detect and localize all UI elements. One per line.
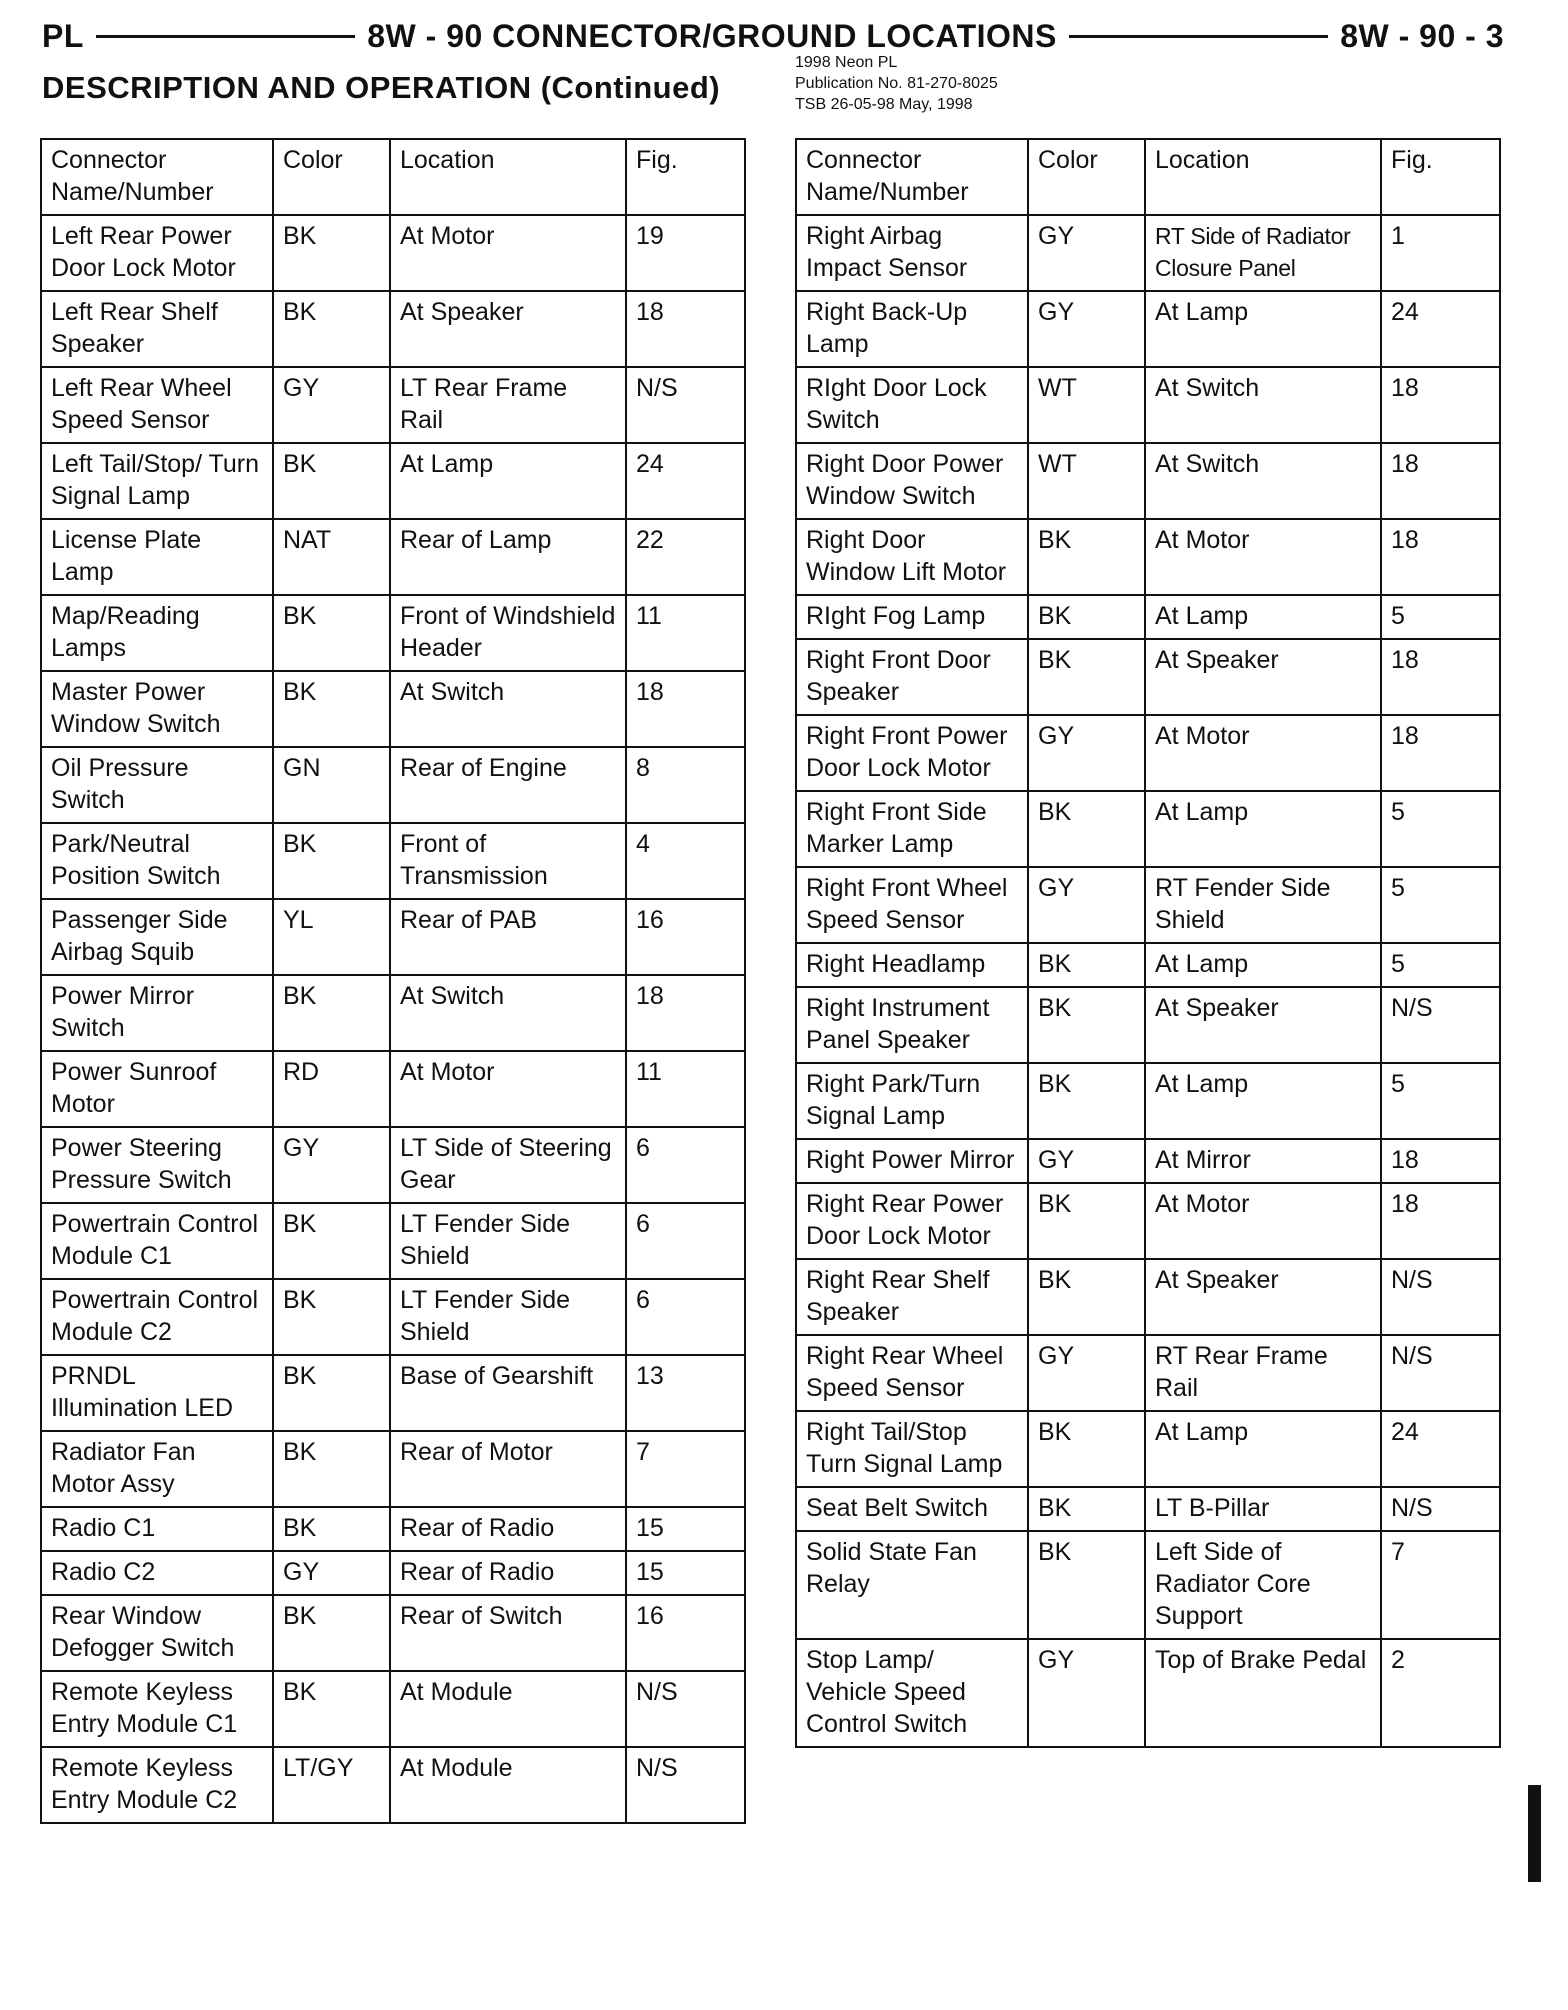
cell-fig: 11 <box>626 1051 745 1127</box>
cell-name: Right Rear Power Door Lock Motor <box>796 1183 1028 1259</box>
cell-color: GY <box>273 1551 390 1595</box>
cell-fig: 5 <box>1381 943 1500 987</box>
table-row <box>41 1279 745 1355</box>
cell-color: BK <box>273 1279 390 1355</box>
cell-location: At Switch <box>1145 367 1381 443</box>
table-row <box>796 1639 1500 1747</box>
cell-location: At Module <box>390 1671 626 1747</box>
cell-color: BK <box>1028 987 1145 1063</box>
cell-color: RD <box>273 1051 390 1127</box>
table-row <box>796 367 1500 443</box>
cell-location: RT Side of Radiator Closure Panel <box>1145 215 1381 291</box>
cell-name: Master Power Window Switch <box>41 671 273 747</box>
cell-fig: 6 <box>626 1127 745 1203</box>
column-header-name: Connector Name/Number <box>41 139 273 215</box>
table-header-row <box>796 139 1500 215</box>
cell-color: BK <box>273 595 390 671</box>
cell-color: GY <box>273 367 390 443</box>
cell-fig: 19 <box>626 215 745 291</box>
section-tab-marker <box>1528 1785 1541 1882</box>
cell-location: At Lamp <box>1145 1063 1381 1139</box>
cell-location: Rear of Radio <box>390 1507 626 1551</box>
cell-name: Right Park/Turn Signal Lamp <box>796 1063 1028 1139</box>
column-header-fig: Fig. <box>626 139 745 215</box>
cell-fig: N/S <box>1381 987 1500 1063</box>
table-row <box>41 595 745 671</box>
cell-color: GY <box>1028 1639 1145 1747</box>
connector-table-right <box>795 138 1501 1748</box>
column-header-fig: Fig. <box>1381 139 1500 215</box>
table-row <box>41 367 745 443</box>
cell-fig: 24 <box>626 443 745 519</box>
cell-fig: 6 <box>626 1203 745 1279</box>
table-row <box>796 1183 1500 1259</box>
table-row <box>41 1431 745 1507</box>
cell-color: BK <box>1028 639 1145 715</box>
table-row <box>796 215 1500 291</box>
cell-location: Top of Brake Pedal <box>1145 1639 1381 1747</box>
cell-color: YL <box>273 899 390 975</box>
cell-fig: 18 <box>1381 1139 1500 1183</box>
cell-fig: 18 <box>1381 519 1500 595</box>
table-row <box>41 899 745 975</box>
cell-color: BK <box>273 1595 390 1671</box>
cell-fig: 11 <box>626 595 745 671</box>
cell-location: Rear of Motor <box>390 1431 626 1507</box>
header-rule-left <box>96 35 355 38</box>
cell-color: BK <box>1028 1259 1145 1335</box>
cell-location: LT Fender Side Shield <box>390 1279 626 1355</box>
column-header-name: Connector Name/Number <box>796 139 1028 215</box>
table-row <box>796 1259 1500 1335</box>
cell-location: At Module <box>390 1747 626 1823</box>
cell-name: Right Tail/Stop Turn Signal Lamp <box>796 1411 1028 1487</box>
cell-location: At Speaker <box>1145 639 1381 715</box>
cell-name: RIght Door Lock Switch <box>796 367 1028 443</box>
publication-model: 1998 Neon PL <box>795 54 898 71</box>
cell-color: BK <box>273 443 390 519</box>
table-row <box>41 1203 745 1279</box>
cell-location: At Switch <box>390 671 626 747</box>
table-body-left <box>41 215 745 1823</box>
cell-fig: N/S <box>1381 1335 1500 1411</box>
cell-location: Rear of PAB <box>390 899 626 975</box>
cell-color: GY <box>1028 215 1145 291</box>
table-row <box>796 595 1500 639</box>
cell-color: BK <box>1028 595 1145 639</box>
cell-fig: 5 <box>1381 1063 1500 1139</box>
cell-color: BK <box>1028 1183 1145 1259</box>
cell-location: At Lamp <box>1145 291 1381 367</box>
table-row <box>41 1595 745 1671</box>
table-row <box>41 747 745 823</box>
cell-location: LT Fender Side Shield <box>390 1203 626 1279</box>
cell-color: GN <box>273 747 390 823</box>
cell-name: Radio C1 <box>41 1507 273 1551</box>
cell-fig: 15 <box>626 1551 745 1595</box>
cell-location: Base of Gearshift <box>390 1355 626 1431</box>
cell-location: At Lamp <box>1145 1411 1381 1487</box>
table-row <box>41 975 745 1051</box>
cell-name: Remote Keyless Entry Module C1 <box>41 1671 273 1747</box>
table-row <box>796 1063 1500 1139</box>
cell-fig: 18 <box>1381 443 1500 519</box>
publication-info <box>795 52 998 115</box>
cell-fig: 7 <box>1381 1531 1500 1639</box>
cell-location: RT Fender Side Shield <box>1145 867 1381 943</box>
header-rule-right <box>1069 35 1328 38</box>
cell-location: At Speaker <box>390 291 626 367</box>
cell-color: BK <box>273 1431 390 1507</box>
cell-fig: 16 <box>626 1595 745 1671</box>
cell-location: Rear of Engine <box>390 747 626 823</box>
connector-table-left <box>40 138 746 1824</box>
column-header-location: Location <box>1145 139 1381 215</box>
cell-color: BK <box>1028 943 1145 987</box>
cell-color: WT <box>1028 367 1145 443</box>
cell-color: BK <box>273 291 390 367</box>
cell-name: Park/Neutral Position Switch <box>41 823 273 899</box>
cell-color: BK <box>1028 1531 1145 1639</box>
table-row <box>41 1551 745 1595</box>
table-row <box>41 1507 745 1551</box>
cell-name: Stop Lamp/ Vehicle Speed Control Switch <box>796 1639 1028 1747</box>
cell-location: RT Rear Frame Rail <box>1145 1335 1381 1411</box>
cell-name: Rear Window Defogger Switch <box>41 1595 273 1671</box>
cell-color: BK <box>273 1355 390 1431</box>
column-header-location: Location <box>390 139 626 215</box>
cell-name: Right Front Door Speaker <box>796 639 1028 715</box>
cell-color: GY <box>1028 867 1145 943</box>
cell-name: Left Rear Wheel Speed Sensor <box>41 367 273 443</box>
page-header <box>42 14 1504 58</box>
cell-name: Left Rear Power Door Lock Motor <box>41 215 273 291</box>
cell-color: GY <box>273 1127 390 1203</box>
cell-location: Front of Windshield Header <box>390 595 626 671</box>
cell-name: Right Door Power Window Switch <box>796 443 1028 519</box>
table-header-row <box>41 139 745 215</box>
cell-location: At Lamp <box>1145 791 1381 867</box>
cell-name: Seat Belt Switch <box>796 1487 1028 1531</box>
cell-name: Right Rear Shelf Speaker <box>796 1259 1028 1335</box>
cell-name: Solid State Fan Relay <box>796 1531 1028 1639</box>
cell-color: BK <box>273 1671 390 1747</box>
table-row <box>796 443 1500 519</box>
cell-fig: 18 <box>1381 639 1500 715</box>
cell-location: LT Side of Steering Gear <box>390 1127 626 1203</box>
cell-fig: 2 <box>1381 1639 1500 1747</box>
cell-location: LT Rear Frame Rail <box>390 367 626 443</box>
table-row <box>796 987 1500 1063</box>
table-row <box>796 943 1500 987</box>
cell-location: At Motor <box>390 215 626 291</box>
cell-name: Oil Pressure Switch <box>41 747 273 823</box>
table-row <box>41 443 745 519</box>
column-header-color: Color <box>273 139 390 215</box>
cell-location: At Motor <box>1145 519 1381 595</box>
cell-color: BK <box>1028 519 1145 595</box>
cell-name: Powertrain Control Module C2 <box>41 1279 273 1355</box>
cell-name: Right Power Mirror <box>796 1139 1028 1183</box>
cell-color: BK <box>273 215 390 291</box>
cell-name: License Plate Lamp <box>41 519 273 595</box>
cell-color: GY <box>1028 291 1145 367</box>
cell-name: Passenger Side Airbag Squib <box>41 899 273 975</box>
cell-color: BK <box>273 823 390 899</box>
cell-name: Map/Reading Lamps <box>41 595 273 671</box>
cell-name: PRNDL Illumination LED <box>41 1355 273 1431</box>
cell-name: Left Rear Shelf Speaker <box>41 291 273 367</box>
cell-color: BK <box>273 1203 390 1279</box>
cell-fig: 18 <box>1381 1183 1500 1259</box>
cell-fig: 18 <box>1381 367 1500 443</box>
cell-color: GY <box>1028 1139 1145 1183</box>
cell-name: Right Front Wheel Speed Sensor <box>796 867 1028 943</box>
cell-location: At Speaker <box>1145 1259 1381 1335</box>
section-subtitle: DESCRIPTION AND OPERATION (Continued) <box>42 70 721 105</box>
table-row <box>796 1139 1500 1183</box>
cell-name: Power Mirror Switch <box>41 975 273 1051</box>
table-body-right <box>796 215 1500 1747</box>
cell-name: Right Front Power Door Lock Motor <box>796 715 1028 791</box>
table-row <box>796 519 1500 595</box>
table-row <box>41 1355 745 1431</box>
cell-location: At Motor <box>1145 1183 1381 1259</box>
cell-fig: 1 <box>1381 215 1500 291</box>
table-row <box>41 1671 745 1747</box>
cell-color: BK <box>1028 1063 1145 1139</box>
cell-fig: 18 <box>626 975 745 1051</box>
cell-fig: 15 <box>626 1507 745 1551</box>
cell-color: BK <box>1028 791 1145 867</box>
table-row <box>796 1531 1500 1639</box>
cell-location: Left Side of Radiator Core Support <box>1145 1531 1381 1639</box>
cell-fig: 18 <box>626 291 745 367</box>
cell-name: Right Front Side Marker Lamp <box>796 791 1028 867</box>
cell-name: Right Back-Up Lamp <box>796 291 1028 367</box>
cell-location: At Switch <box>1145 443 1381 519</box>
cell-fig: 24 <box>1381 291 1500 367</box>
cell-color: LT/GY <box>273 1747 390 1823</box>
table-row <box>41 671 745 747</box>
table-row <box>41 823 745 899</box>
cell-fig: N/S <box>626 1747 745 1823</box>
cell-location: At Lamp <box>1145 943 1381 987</box>
cell-fig: 18 <box>626 671 745 747</box>
cell-fig: 22 <box>626 519 745 595</box>
column-header-color: Color <box>1028 139 1145 215</box>
table-row <box>796 639 1500 715</box>
cell-color: BK <box>273 671 390 747</box>
cell-name: Remote Keyless Entry Module C2 <box>41 1747 273 1823</box>
publication-number: Publication No. 81-270-8025 <box>795 75 998 92</box>
cell-fig: N/S <box>1381 1487 1500 1531</box>
cell-color: BK <box>273 1507 390 1551</box>
cell-fig: 4 <box>626 823 745 899</box>
table-row <box>796 1411 1500 1487</box>
table-row <box>796 715 1500 791</box>
cell-color: BK <box>273 975 390 1051</box>
cell-color: BK <box>1028 1487 1145 1531</box>
cell-location: Rear of Lamp <box>390 519 626 595</box>
cell-name: Power Steering Pressure Switch <box>41 1127 273 1203</box>
cell-location: LT B-Pillar <box>1145 1487 1381 1531</box>
cell-fig: N/S <box>626 1671 745 1747</box>
cell-fig: 5 <box>1381 595 1500 639</box>
table-row <box>41 1127 745 1203</box>
table-row <box>796 791 1500 867</box>
cell-name: Right Instrument Panel Speaker <box>796 987 1028 1063</box>
cell-location: At Lamp <box>1145 595 1381 639</box>
cell-color: WT <box>1028 443 1145 519</box>
cell-fig: 18 <box>1381 715 1500 791</box>
cell-name: Power Sunroof Motor <box>41 1051 273 1127</box>
cell-fig: 5 <box>1381 791 1500 867</box>
cell-fig: 24 <box>1381 1411 1500 1487</box>
cell-name: Right Rear Wheel Speed Sensor <box>796 1335 1028 1411</box>
cell-name: RIght Fog Lamp <box>796 595 1028 639</box>
table-row <box>41 1747 745 1823</box>
cell-location: At Switch <box>390 975 626 1051</box>
table-row <box>41 291 745 367</box>
table-row <box>796 291 1500 367</box>
cell-color: NAT <box>273 519 390 595</box>
cell-location: At Motor <box>390 1051 626 1127</box>
cell-fig: 6 <box>626 1279 745 1355</box>
table-row <box>796 867 1500 943</box>
cell-location: At Speaker <box>1145 987 1381 1063</box>
cell-fig: N/S <box>626 367 745 443</box>
cell-location: At Lamp <box>390 443 626 519</box>
cell-location: At Motor <box>1145 715 1381 791</box>
page-title: 8W - 90 CONNECTOR/GROUND LOCATIONS <box>367 17 1057 54</box>
table-row <box>41 215 745 291</box>
page-number: 8W - 90 - 3 <box>1340 17 1504 54</box>
cell-fig: 13 <box>626 1355 745 1431</box>
cell-fig: 8 <box>626 747 745 823</box>
cell-fig: 7 <box>626 1431 745 1507</box>
cell-color: GY <box>1028 715 1145 791</box>
section-code: PL <box>42 17 84 54</box>
cell-name: Radiator Fan Motor Assy <box>41 1431 273 1507</box>
cell-name: Right Headlamp <box>796 943 1028 987</box>
cell-location: At Mirror <box>1145 1139 1381 1183</box>
cell-location: Rear of Radio <box>390 1551 626 1595</box>
cell-name: Left Tail/Stop/ Turn Signal Lamp <box>41 443 273 519</box>
cell-color: GY <box>1028 1335 1145 1411</box>
table-row <box>796 1487 1500 1531</box>
cell-name: Right Airbag Impact Sensor <box>796 215 1028 291</box>
cell-name: Powertrain Control Module C1 <box>41 1203 273 1279</box>
cell-location: Front of Transmission <box>390 823 626 899</box>
cell-name: Radio C2 <box>41 1551 273 1595</box>
cell-fig: N/S <box>1381 1259 1500 1335</box>
publication-tsb: TSB 26-05-98 May, 1998 <box>795 96 973 113</box>
table-row <box>796 1335 1500 1411</box>
cell-fig: 5 <box>1381 867 1500 943</box>
cell-fig: 16 <box>626 899 745 975</box>
table-row <box>41 519 745 595</box>
table-row <box>41 1051 745 1127</box>
cell-color: BK <box>1028 1411 1145 1487</box>
cell-location: Rear of Switch <box>390 1595 626 1671</box>
cell-name: Right Door Window Lift Motor <box>796 519 1028 595</box>
